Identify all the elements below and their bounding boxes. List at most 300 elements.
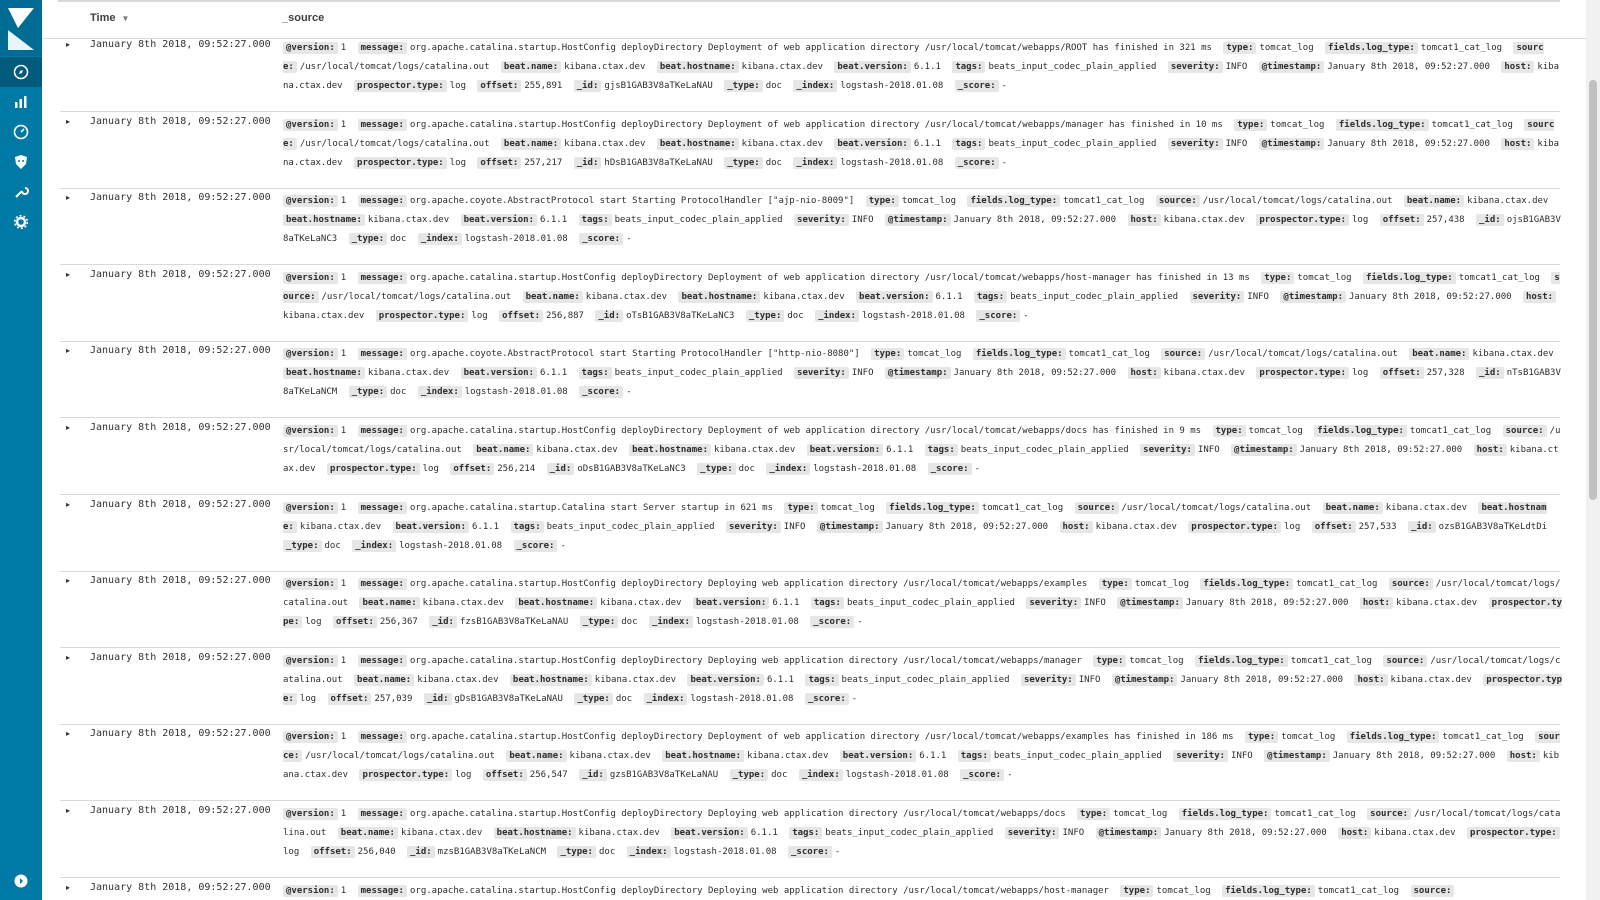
field-value: logstash-2018.01.08 (813, 464, 917, 474)
field-pair (1325, 43, 1502, 53)
management-nav[interactable] (0, 207, 42, 237)
field-pair (461, 368, 568, 378)
field-pair (338, 828, 482, 838)
field-value: - (1001, 81, 1008, 91)
time-cell: January 8th 2018, 09:52:27.000 (90, 39, 271, 50)
field-value: doc (390, 387, 407, 398)
field-key: message: (358, 119, 407, 131)
field-key: @timestamp: (885, 214, 951, 226)
field-pair (726, 522, 805, 532)
field-pair (501, 139, 645, 149)
field-key: _score: (579, 386, 623, 398)
field-value: doc (738, 464, 755, 474)
field-value: tomcat_log (1270, 119, 1325, 130)
field-value: January 8th 2018, 09:52:27.000 (953, 368, 1117, 379)
field-key: beat.hostname: (657, 61, 739, 73)
expand-caret-icon[interactable]: ▸ (66, 269, 71, 279)
field-pair (1259, 62, 1490, 72)
shield-icon (13, 154, 29, 170)
field-value: org.apache.catalina.startup.Catalina start Server startup in 621 ms (409, 502, 774, 513)
field-value: tomcat1_cat_log (1458, 272, 1540, 283)
expand-caret-icon[interactable]: ▸ (66, 576, 71, 586)
field-pair (811, 598, 1015, 608)
field-pair (871, 349, 961, 359)
field-key: _type: (349, 233, 388, 245)
field-key: host: (1128, 214, 1161, 226)
field-pair (574, 694, 632, 704)
field-value: doc (615, 693, 633, 704)
field-value: 6.1.1 (913, 138, 941, 149)
collapse-nav[interactable] (0, 866, 42, 896)
source-cell (283, 269, 1563, 326)
field-value: kibana.ctax.dev (594, 674, 677, 685)
field-value: org.apache.catalina.startup.HostConfig deployDirectory Deployment of web application directory /usr/local/tomcat/webapps/host-manager has finished in 13 ms (409, 272, 1250, 283)
field-value: org.apache.catalina.startup.HostConfig deployDirectory Deployment of web application directory /usr/local/tomcat/webapps/ROOT has finished in 321 ms (409, 43, 1212, 53)
field-key: beat.hostname: (657, 138, 739, 150)
field-pair (1336, 120, 1513, 130)
field-key: beat.name: (501, 61, 561, 73)
field-key: type: (1120, 885, 1153, 897)
field-key: offset: (1312, 521, 1356, 533)
field-key: beat.hostname: (494, 827, 576, 839)
time-cell: January 8th 2018, 09:52:27.000 (90, 115, 271, 127)
dev-tools-nav[interactable] (0, 177, 42, 207)
time-column-header[interactable] (90, 12, 129, 24)
field-key: offset: (333, 616, 377, 628)
field-pair (354, 675, 498, 685)
field-pair (649, 617, 799, 627)
field-key: prospector.type: (376, 310, 469, 322)
field-key: prospector.type: (354, 80, 447, 92)
field-key: beat.hostname: (678, 291, 760, 303)
field-value: 6.1.1 (540, 368, 568, 379)
field-key: host: (1338, 827, 1371, 839)
field-key: offset: (1380, 367, 1424, 379)
field-value: kibana.ctax.dev (763, 291, 845, 302)
field-key: fields.log_type: (967, 195, 1060, 207)
vertical-scrollbar[interactable] (1586, 0, 1600, 900)
field-pair (595, 311, 734, 321)
field-value: kibana.ctax.dev (1163, 215, 1245, 226)
visualize-icon (13, 94, 29, 110)
field-pair (1112, 675, 1343, 685)
field-value: 1 (340, 426, 347, 436)
field-pair (429, 617, 568, 627)
field-value: kibana.ctax.dev (283, 310, 365, 321)
field-pair (1231, 445, 1462, 455)
field-value: January 8th 2018, 09:52:27.000 (1180, 674, 1344, 685)
field-value: INFO (1062, 828, 1085, 838)
expand-caret-icon[interactable]: ▸ (66, 346, 71, 356)
field-value: oTsB1GAB3V8aTKeLaNC3 (626, 310, 735, 321)
field-value: log (449, 81, 466, 91)
field-value: logstash-2018.01.08 (464, 387, 568, 398)
field-key: host: (1501, 61, 1534, 73)
source-cell (283, 39, 1563, 96)
expand-caret-icon[interactable]: ▸ (66, 499, 71, 509)
expand-caret-icon[interactable]: ▸ (66, 423, 71, 432)
field-value: kibana.ctax.dev (741, 62, 823, 72)
field-key: message: (358, 425, 407, 437)
field-value: 6.1.1 (913, 62, 941, 72)
field-key: beat.version: (840, 750, 916, 762)
field-pair (928, 464, 980, 474)
field-value: nTsB1GAB3V8aTKeLaNCM (283, 368, 1561, 398)
field-key: @version: (283, 502, 338, 514)
field-value: - (1007, 770, 1013, 781)
field-value: January 8th 2018, 09:52:27.000 (1299, 445, 1463, 455)
field-pair (1347, 732, 1524, 742)
field-value: /usr/local/tomcat/logs/catalina.out (1121, 502, 1312, 513)
field-key: @timestamp: (1259, 61, 1325, 73)
field-pair (327, 464, 439, 474)
table-row[interactable] (60, 112, 1560, 189)
field-value: INFO (851, 215, 874, 226)
field-pair (418, 234, 568, 244)
field-value: kibana.ctax.dev (422, 598, 504, 609)
field-key: @version: (283, 425, 338, 437)
field-value: 256,887 (546, 310, 584, 321)
field-value: /usr/local/tomcat/logs/catalina.out (305, 751, 495, 762)
field-pair (483, 770, 568, 780)
field-pair (805, 694, 857, 704)
field-value: org.apache.catalina.startup.HostConfig deployDirectory Deploying web application directory /usr/local/tomcat/webapps/manager (409, 655, 1082, 666)
field-pair (359, 598, 503, 608)
field-pair (693, 598, 800, 608)
field-key: severity: (794, 214, 849, 226)
expand-caret-icon[interactable]: ▸ (66, 652, 71, 662)
discover-nav[interactable] (0, 57, 42, 87)
field-value: 6.1.1 (472, 521, 500, 532)
field-value: kibana.ctax.dev (536, 445, 618, 455)
field-key: message: (358, 348, 407, 360)
field-value: beats_input_codec_plain_applied (988, 138, 1157, 149)
field-value: beats_input_codec_plain_applied (846, 598, 1015, 609)
field-value: doc (621, 617, 638, 628)
visualize-nav[interactable] (0, 87, 42, 117)
field-pair (352, 541, 502, 551)
field-value: - (1023, 310, 1029, 321)
field-key: type: (1223, 42, 1256, 54)
expand-caret-icon[interactable]: ▸ (66, 729, 71, 739)
field-key: beat.version: (671, 827, 747, 839)
field-value: /usr/local/tomcat/logs/catalina.out (321, 291, 512, 302)
field-value: tomcat_log (1248, 426, 1303, 436)
field-key: severity: (1190, 291, 1245, 303)
field-value: /usr/local/tomcat/logs/catalina.out (1208, 349, 1398, 360)
field-value: 6.1.1 (750, 828, 778, 838)
field-key: host: (1360, 597, 1393, 609)
field-pair (1005, 828, 1084, 838)
field-value: log (283, 847, 300, 857)
field-pair (974, 292, 1178, 302)
sort-descending-icon[interactable]: ▼ (121, 14, 130, 23)
field-pair (657, 139, 823, 149)
field-pair (952, 62, 1156, 72)
field-value: hDsB1GAB3V8aTKeLaNAU (604, 157, 713, 168)
field-key: beat.version: (834, 138, 910, 150)
field-value: tomcat1_cat_log (1068, 349, 1150, 360)
field-value: logstash-2018.01.08 (840, 157, 944, 168)
field-pair (746, 311, 804, 321)
field-pair (1128, 368, 1245, 378)
field-value: 6.1.1 (540, 215, 568, 226)
field-pair (358, 43, 1212, 53)
field-value: kibana.ctax.dev (283, 445, 1559, 474)
field-value: tomcat_log (1281, 732, 1336, 743)
field-value: log (449, 157, 466, 168)
field-pair (657, 62, 823, 72)
field-value: org.apache.catalina.startup.HostConfig deployDirectory Deploying web application directory /usr/local/tomcat/webapps/docs (409, 809, 1066, 819)
scrollbar-thumb[interactable] (1589, 80, 1597, 500)
field-value: tomcat1_cat_log (981, 502, 1064, 513)
discover-icon (13, 64, 29, 80)
field-pair (418, 387, 568, 397)
field-pair (477, 81, 562, 91)
field-value: beats_input_codec_plain_applied (614, 215, 783, 226)
field-key: _id: (595, 310, 623, 322)
field-pair (283, 886, 346, 896)
field-value: tomcat1_cat_log (1420, 43, 1503, 53)
field-value: gzsB1GAB3V8aTKeLaNAU (609, 770, 719, 781)
field-value: log (1352, 368, 1369, 379)
field-pair (730, 770, 788, 780)
field-pair (359, 770, 471, 780)
table-row[interactable] (60, 648, 1563, 725)
field-pair (952, 139, 1156, 149)
field-key: message: (358, 195, 407, 207)
field-pair (856, 292, 963, 302)
table-row[interactable] (60, 495, 1560, 572)
field-key: beat.version: (807, 444, 883, 456)
field-key: prospector.type: (283, 674, 1563, 704)
field-key: prospector.type: (1467, 827, 1560, 839)
field-pair (1234, 120, 1324, 130)
field-value: beats_input_codec_plain_applied (841, 674, 1010, 685)
field-pair (354, 158, 466, 168)
field-key: _type: (697, 463, 736, 475)
field-pair (283, 196, 346, 206)
field-pair (810, 617, 862, 627)
security-nav[interactable] (0, 147, 42, 177)
table-row[interactable] (60, 878, 1560, 900)
field-value: tomcat1_cat_log (1290, 655, 1372, 666)
field-key: _index: (799, 769, 843, 781)
field-key: _id: (1476, 367, 1504, 379)
field-pair (1021, 675, 1100, 685)
field-value: kibana.ctax.dev (713, 445, 796, 455)
field-pair (644, 694, 794, 704)
field-key: fields.log_type: (1195, 655, 1288, 667)
field-key: @version: (283, 655, 338, 667)
field-pair (358, 886, 1109, 896)
field-value: doc (324, 540, 341, 551)
field-value: 6.1.1 (919, 751, 947, 762)
field-pair (358, 732, 1234, 742)
expand-caret-icon[interactable]: ▸ (66, 806, 71, 815)
field-pair (1026, 598, 1105, 608)
field-key: _index: (766, 463, 810, 475)
field-key: _index: (644, 693, 688, 705)
field-value: tomcat_log (907, 349, 962, 360)
table-row[interactable] (60, 801, 1560, 878)
field-pair (358, 349, 860, 359)
expand-caret-icon[interactable]: ▸ (66, 116, 71, 126)
table-row[interactable] (60, 341, 1560, 418)
expand-caret-icon[interactable]: ▸ (66, 40, 71, 49)
field-value: kibana.ctax.dev (400, 828, 483, 838)
field-key: host: (1501, 138, 1534, 150)
field-key: fields.log_type: (1325, 42, 1418, 54)
field-key: source: (1161, 348, 1205, 360)
field-key: severity: (1026, 597, 1081, 609)
field-value: kibana.ctax.dev (747, 751, 829, 762)
field-value: tomcat1_cat_log (1442, 732, 1524, 743)
field-pair (1314, 426, 1491, 436)
table-row[interactable] (60, 265, 1560, 342)
field-value: INFO (1247, 291, 1269, 302)
field-pair (1168, 139, 1247, 149)
field-key: severity: (726, 521, 781, 533)
field-value: doc (765, 157, 782, 168)
field-pair (574, 158, 713, 168)
field-value: 256,367 (379, 617, 418, 628)
field-key: _score: (805, 693, 849, 705)
field-pair (925, 445, 1129, 455)
field-pair (794, 215, 873, 225)
field-key: beat.name: (354, 674, 414, 686)
table-row[interactable] (60, 35, 1560, 112)
field-value: - (626, 387, 632, 398)
field-pair (805, 675, 1009, 685)
table-row[interactable] (60, 188, 1560, 265)
field-value: kibana.ctax.dev (367, 215, 450, 226)
field-key: _type: (283, 540, 322, 552)
field-value: tomcat1_cat_log (1274, 809, 1356, 819)
field-key: source: (1156, 195, 1200, 207)
source-cell (283, 652, 1563, 709)
field-value: - (857, 617, 863, 628)
field-value: tomcat_log (901, 196, 957, 207)
field-pair (1245, 732, 1335, 742)
field-value: kibana.ctax.dev (1395, 598, 1478, 609)
field-key: _index: (793, 80, 837, 92)
top-divider (58, 0, 1560, 2)
field-key: source: (283, 732, 1560, 762)
field-key: offset: (483, 769, 527, 781)
table-row[interactable] (60, 571, 1563, 648)
field-key: beat.version: (834, 61, 910, 73)
field-value: tomcat_log (1259, 43, 1314, 53)
field-key: beat.hostname: (515, 597, 597, 609)
field-pair (1168, 62, 1247, 72)
table-row[interactable] (60, 418, 1560, 495)
field-key: _score: (955, 80, 999, 92)
field-key: message: (358, 885, 407, 897)
field-value: INFO (1231, 751, 1253, 762)
field-key: prospector.type: (354, 157, 447, 169)
field-pair (1093, 656, 1183, 666)
field-pair (579, 387, 631, 397)
time-cell: January 8th 2018, 09:52:27.000 (90, 881, 271, 893)
field-pair (817, 522, 1048, 532)
field-value: beats_input_codec_plain_applied (993, 751, 1162, 762)
field-pair (1222, 886, 1399, 896)
field-key: type: (1213, 425, 1246, 437)
field-pair (514, 541, 566, 551)
field-pair (724, 81, 782, 91)
expand-caret-icon[interactable]: ▸ (66, 193, 71, 203)
field-key: type: (784, 502, 817, 514)
field-pair (1223, 43, 1313, 53)
field-value: logstash-2018.01.08 (464, 234, 568, 245)
field-key: beat.hostname: (510, 674, 592, 686)
field-key: source: (283, 43, 1544, 72)
field-key: _id: (407, 846, 435, 858)
field-value: January 8th 2018, 09:52:27.000 (885, 521, 1049, 532)
field-pair (393, 522, 500, 532)
field-pair (510, 675, 676, 685)
field-key: severity: (1140, 444, 1195, 456)
field-pair (1200, 579, 1377, 589)
field-key: _id: (574, 80, 602, 92)
field-pair (358, 273, 1250, 283)
field-key: type: (1077, 808, 1110, 820)
field-key: offset: (450, 463, 494, 475)
kibana-logo-icon[interactable] (0, 0, 42, 56)
field-key: @timestamp: (1264, 750, 1330, 762)
field-pair (283, 349, 346, 359)
field-pair (283, 120, 346, 130)
field-pair (1312, 522, 1397, 532)
field-value: beats_input_codec_plain_applied (988, 62, 1157, 72)
expand-caret-icon[interactable]: ▸ (66, 882, 71, 892)
field-value: kibana.ctax.dev (1374, 828, 1456, 838)
field-key: message: (358, 578, 407, 590)
field-key: tags: (958, 750, 991, 762)
field-key: beat.version: (461, 367, 537, 379)
field-pair (349, 234, 407, 244)
field-key: tags: (925, 444, 958, 456)
field-key: _score: (976, 310, 1020, 322)
dashboard-nav[interactable] (0, 117, 42, 147)
field-key: @timestamp: (817, 521, 883, 533)
field-pair (407, 847, 546, 857)
field-pair (349, 387, 407, 397)
field-value: log (455, 770, 472, 781)
field-value: doc (598, 847, 616, 857)
field-key: source: (1383, 655, 1427, 667)
field-key: _type: (746, 310, 785, 322)
field-key: _id: (547, 463, 575, 475)
table-row[interactable] (60, 724, 1560, 801)
field-key: _type: (724, 157, 763, 169)
field-value: beats_input_codec_plain_applied (825, 828, 994, 838)
field-key: offset: (311, 846, 355, 858)
time-cell: January 8th 2018, 09:52:27.000 (90, 268, 271, 280)
field-key: severity: (1021, 674, 1076, 686)
field-value: 256,040 (357, 847, 396, 857)
field-value: org.apache.catalina.startup.HostConfig deployDirectory Deploying web application directory /usr/local/tomcat/webapps/examples (409, 579, 1088, 590)
field-key: host: (1474, 444, 1507, 456)
field-key: _id: (1408, 521, 1436, 533)
field-pair (579, 215, 783, 225)
field-value: kibana.ctax.dev (569, 751, 651, 762)
field-value: - (560, 540, 566, 551)
field-value: logstash-2018.01.08 (695, 617, 799, 628)
field-pair (1190, 292, 1269, 302)
field-pair (1380, 368, 1465, 378)
